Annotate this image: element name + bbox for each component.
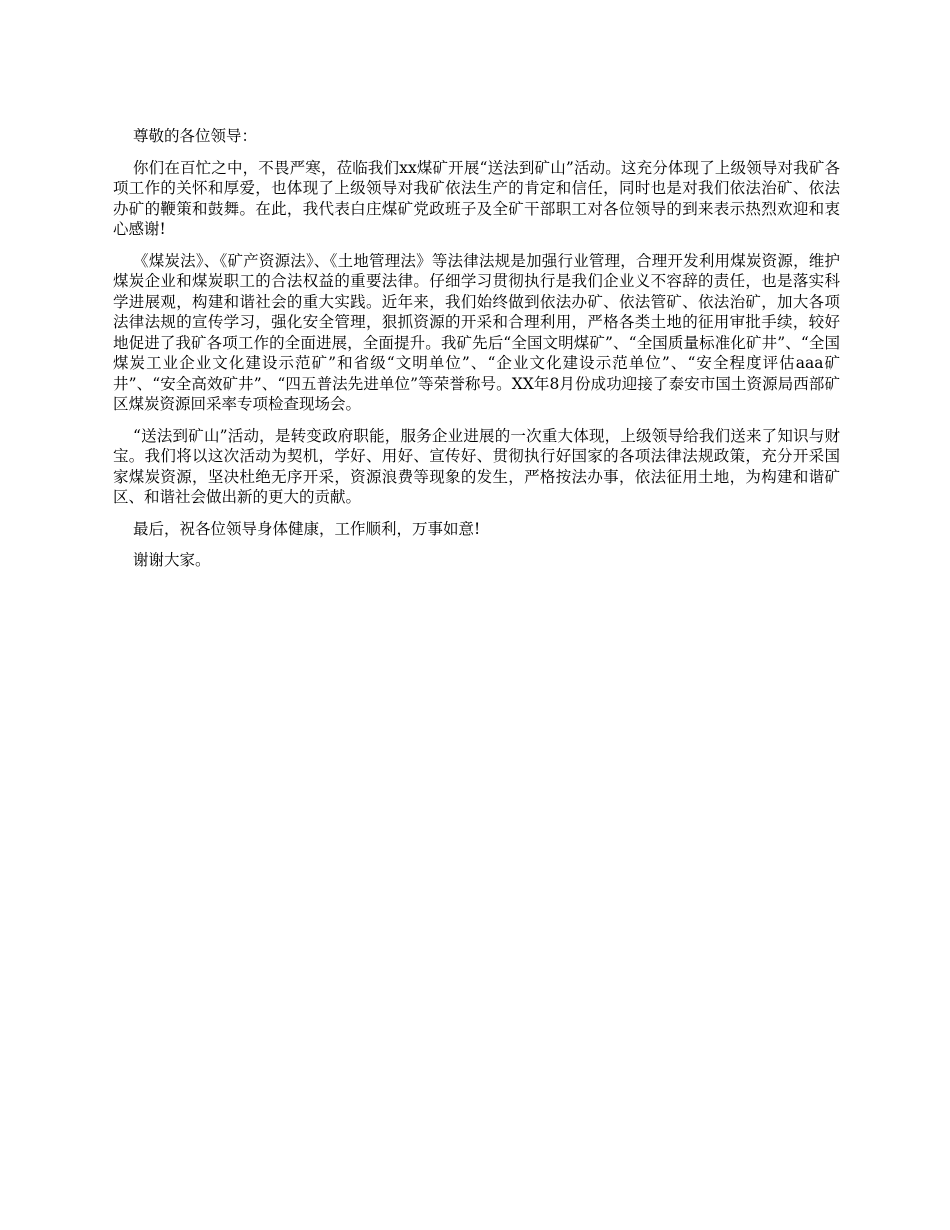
paragraph-thanks: 谢谢大家。 (133, 551, 211, 569)
paragraph-activity: “送法到矿山”活动，是转变政府职能，服务企业进展的一次重大体现，上级领导给我们送来了知识与财宝。我们将以这次活动为契机，学好、用好、宣传好、贯彻执行好国家的各项法律法规政策，充分开采国家煤炭资源，坚决杜绝无序开采，资源浪费等现象的发生，严格按法办事，依法征用土地，为构建和谐矿区、和谐社会做出新的更大的贡献。 (113, 426, 840, 506)
document-body (113, 126, 840, 582)
salutation: 尊敬的各位领导： (133, 127, 258, 145)
paragraph-welcome: 你们在百忙之中，不畏严寒，莅临我们xx煤矿开展“送法到矿山”活动。这充分体现了上级领导对我矿各项工作的关怀和厚爱，也体现了上级领导对我矿依法生产的肯定和信任，同时也是对我们依法治矿、依法办矿的鞭策和鼓舞。在此，我代表白庄煤矿党政班子及全矿干部职工对各位领导的到来表示热烈欢迎和衷心感谢! (113, 158, 840, 238)
paragraph-laws: 《煤炭法》、《矿产资源法》、《土地管理法》等法律法规是加强行业管理，合理开发利用煤炭资源，维护煤炭企业和煤炭职工的合法权益的重要法律。仔细学习贯彻执行是我们企业义不容辞的责任，也是落实科学进展观，构建和谐社会的重大实践。近年来，我们始终做到依法办矿、依法管矿、依法治矿，加大各项法律法规的宣传学习，强化安全管理，狠抓资源的开采和合理利用，严格各类土地的征用审批手续，较好地促进了我矿各项工作的全面进展，全面提升。我矿先后“全国文明煤矿”、“全国质量标准化矿井”、“全国煤炭工业企业文化建设示范矿”和省级“文明单位”、“企业文化建设示范单位”、“安全程度评估aaa矿井”、“安全高效矿井”、“四五普法先进单位”等荣誉称号。XX年8月份成功迎接了泰安市国土资源局西部矿区煤炭资源回采率专项检查现场会。 (113, 251, 840, 413)
paragraph-wishes: 最后，祝各位领导身体健康，工作顺利，万事如意! (133, 519, 481, 538)
